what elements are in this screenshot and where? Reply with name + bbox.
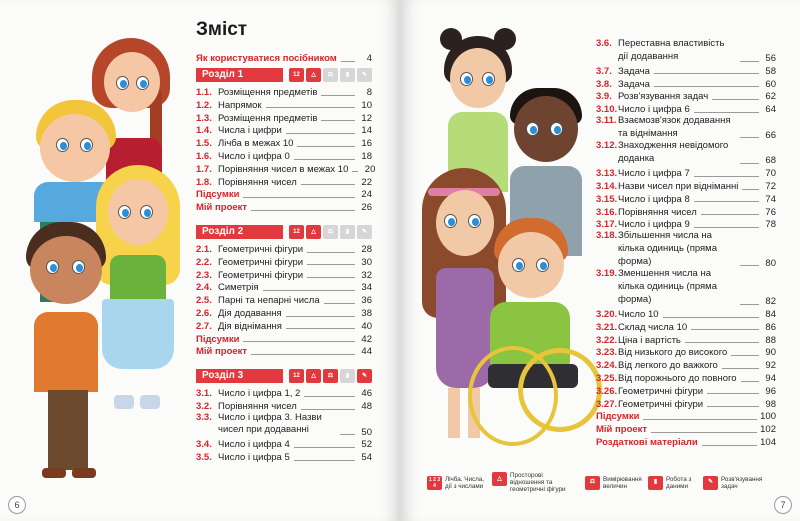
toc-intro[interactable]: Як користуватися посібником 4 [196,53,372,65]
chart-icon: ▮ [340,68,355,82]
numbers-icon: 1 2 3 4 [428,476,441,489]
section-3-items [196,386,372,463]
legend-item: ⚖ Вимірювання величин [585,476,641,490]
boy-wheelchair [468,218,598,468]
ruler-icon: ⚖ [323,369,338,383]
ruler-icon: ⚖ [585,476,600,490]
toc-item[interactable]: 3.8. Задача 60 [596,78,776,90]
puzzle-icon: ✎ [357,68,372,82]
toc-right-column [596,38,776,448]
section-header-2 [196,225,372,240]
chart-icon: ▮ [648,476,663,490]
chart-icon: ▮ [340,225,355,239]
toc-item[interactable]: 1.1. Розміщення предметів 8 [196,87,372,99]
toc-item[interactable]: 3.22. Ціна і вартість 88 [596,334,776,346]
toc-project[interactable]: Мій проект 26 [196,202,372,214]
toc-item[interactable]: 3.15. Число і цифра 8 74 [596,193,776,205]
numbers-icon: 12 [289,68,304,82]
section-header-1 [196,68,372,83]
ruler-icon: ⚖ [323,68,338,82]
toc-item[interactable]: 3.10. Число і цифра 6 64 [596,104,776,116]
toc-item[interactable]: 1.2. Напрямок 10 [196,99,372,111]
toc-item[interactable]: 2.2. Геометричні фігури 30 [196,256,372,268]
right-page [400,0,800,521]
numbers-icon: 12 [289,369,304,383]
toc-item[interactable]: 2.6. Дія додавання 38 [196,308,372,320]
ruler-icon: ⚖ [323,225,338,239]
icon-legend [427,472,763,493]
toc-project[interactable]: Мій проект 102 [596,424,776,436]
puzzle-icon: ✎ [357,225,372,239]
toc-item[interactable]: 3.23. Від низького до високого 90 [596,347,776,359]
toc-item[interactable]: 3.19. Зменшення числа на кілька одиниць (пряма форма) 82 [596,268,776,308]
toc-item[interactable]: 1.8. Порівняння чисел 22 [196,176,372,188]
toc-item[interactable]: 2.3. Геометричні фігури 32 [196,269,372,281]
page-title: Зміст [196,19,248,40]
toc-item[interactable]: 1.4. Числа і цифри 14 [196,125,372,137]
toc-item[interactable]: 3.12. Знаходження невідомого доданка 68 [596,140,776,167]
section-1-items [196,85,376,214]
toc-item[interactable]: 1.5. Лічба в межах 10 16 [196,138,372,150]
toc-handouts[interactable]: Роздаткові матеріали 104 [596,437,776,448]
chart-icon: ▮ [340,369,355,383]
toc-item[interactable]: 3.18. Збільшення числа на кілька одиниць (пряма форма) 80 [596,229,776,269]
section-badge: Розділ 3 [196,369,283,383]
toc-item[interactable]: 3.5. Число і цифра 5 54 [196,452,372,464]
shapes-icon: △ [306,68,321,82]
toc-summary[interactable]: Підсумки 100 [596,411,776,423]
toc-item[interactable]: 3.6. Переставна властивість дії додавання 56 [596,38,776,65]
toc-item[interactable]: 3.20. Число 10 84 [596,309,776,321]
toc-item[interactable]: 3.7. Задача 58 [596,65,776,77]
numbers-icon: 12 [289,225,304,239]
puzzle-icon: ✎ [357,369,372,383]
page-number-left: 6 [8,496,26,514]
legend-item: 1 2 3 4 Лічба. Числа, дії з числами [428,475,485,490]
toc-item[interactable]: 3.11. Взаємозв'язок додавання та віднімання 66 [596,114,776,141]
toc-item[interactable]: 2.1. Геометричні фігури 28 [196,244,372,256]
legend-item: ▮ Робота з даними [648,476,696,490]
toc-item[interactable]: 3.17. Число і цифра 9 78 [596,219,776,231]
section-header-3 [196,369,372,384]
toc-item[interactable]: 3.25. Від порожнього до повного 94 [596,373,776,385]
toc-item[interactable]: 2.4. Симетрія 34 [196,282,372,294]
page-number-right: 7 [774,496,792,514]
toc-item[interactable]: 3.16. Порівняння чисел 76 [596,206,776,218]
toc-item[interactable]: 3.21. Склад числа 10 86 [596,321,776,333]
toc-item[interactable]: 3.14. Назви чисел при відніманні 72 [596,181,776,193]
shapes-icon: △ [492,472,507,486]
toc-item[interactable]: 3.4. Число і цифра 4 52 [196,439,372,451]
legend-item: ✎ Розв'язування задач [703,476,759,490]
toc-item[interactable]: 2.5. Парні та непарні числа 36 [196,295,372,307]
toc-item[interactable]: 1.7. Порівняння чисел в межах 10 20 [196,163,376,175]
toc-left-column [196,19,376,464]
puzzle-icon: ✎ [703,476,718,490]
toc-item[interactable]: 3.2. Порівняння чисел 48 [196,401,372,413]
toc-item[interactable]: 3.3. Число і цифра 3. Назви чисел при додаванні 50 [196,411,372,438]
toc-item[interactable]: 3.9. Розв'язування задач 62 [596,91,776,103]
toc-item[interactable]: 3.1. Число і цифра 1, 2 46 [196,388,372,400]
toc-summary[interactable]: Підсумки 24 [196,189,372,201]
toc-item[interactable]: 3.13. Число і цифра 7 70 [596,168,776,180]
shapes-icon: △ [306,225,321,239]
section-badge: Розділ 2 [196,225,283,239]
toc-item[interactable]: 3.27. Геометричні фігури 98 [596,398,776,410]
legend-item: △ Просторові відношення та геометричні фігури [492,472,578,493]
toc-item[interactable]: 3.26. Геометричні фігури 96 [596,385,776,397]
toc-item[interactable]: 1.6. Число і цифра 0 18 [196,151,372,163]
toc-item[interactable]: 3.24. Від легкого до важкого 92 [596,360,776,372]
toc-item[interactable]: 1.3. Розміщення предметів 12 [196,112,372,124]
toc-project[interactable]: Мій проект 44 [196,346,372,358]
toc-summary[interactable]: Підсумки 42 [196,333,372,345]
toc-item[interactable]: 2.7. Дія віднімання 40 [196,320,372,332]
boy-orange-shirt [22,222,112,482]
shapes-icon: △ [306,369,321,383]
section-2-items [196,242,372,357]
section-badge: Розділ 1 [196,68,283,82]
